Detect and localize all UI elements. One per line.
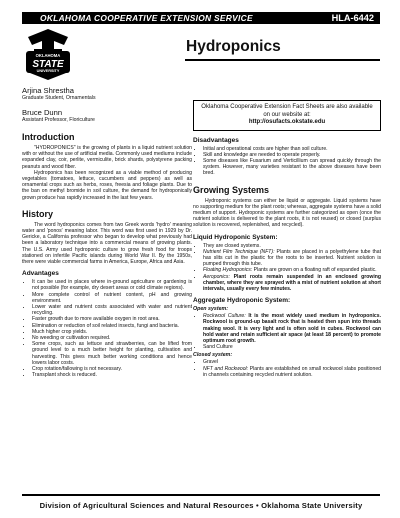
intro-paragraph-2: Hydroponics has been recognized as a viable method of producing vegetables (tomatoes, lettuce, cucumbers and peppers) as well as ornamental crops such as herbs, roses, freesia and foliage plants. Due to the ban on methyl bromide in soil culture, the demand for hydroponically grown produce has rapidly increased in the last few years. bbox=[22, 169, 192, 201]
osu-logo bbox=[22, 27, 74, 81]
list-item: • Crop rotation/fallowing is not necessary. bbox=[32, 366, 192, 372]
logo-text-bottom: UNIVERSITY bbox=[36, 69, 60, 73]
liquid-system-heading: Liquid Hydroponic System: bbox=[193, 233, 278, 241]
list-item: • Transplant shock is reduced. bbox=[32, 372, 192, 378]
list-item: • Gravel bbox=[203, 359, 381, 365]
growing-systems-heading: Growing Systems bbox=[193, 184, 270, 195]
list-item bbox=[203, 274, 381, 293]
logo-text-top: OKLAHOMA bbox=[35, 53, 61, 58]
list-item: • Faster growth due to more available oxygen in root area. bbox=[32, 316, 192, 322]
list-item: • Some crops, such as lettuce and strawberries, can be lifted from ground level to a much better height for planting, cultivation and harvesting. This gives much better working conditions and hence lowers labor costs. bbox=[32, 341, 192, 366]
item-name: Rockwool Culture: bbox=[203, 313, 246, 320]
header-code: HLA-6442 bbox=[331, 13, 374, 23]
footer-rule bbox=[22, 494, 380, 496]
list-item: • Elimination or reduction of soil related insects, fungi and bacteria. bbox=[32, 323, 192, 329]
intro-paragraph-1: "HYDROPONICS" is the growing of plants in a liquid nutrient solution with or without the use of artificial media. Commonly used mediums include expanded clay, coir, perlite, vermiculite, brick shards, polystyrene packing peanuts and wood fiber. bbox=[22, 145, 192, 170]
left-column bbox=[22, 86, 192, 379]
item-text: Plants are grown on a floating raft of expanded plastic. bbox=[252, 267, 377, 274]
advantages-heading: Advantages bbox=[22, 270, 59, 278]
list-item bbox=[203, 313, 381, 344]
list-item: • Some diseases like Fusarium and Verticillium can spread quickly through the system. However, many varieties resistant to the above diseases have been bred. bbox=[203, 158, 381, 177]
fact-sheet-url[interactable]: http://osufacts.okstate.edu bbox=[248, 119, 326, 125]
growing-systems-paragraph: Hydroponic systems can either be liquid or aggregate. Liquid systems have no supporting medium for the plant roots; whereas, aggregate systems have a solid medium of support. Hydroponic systems are further categorized as open (once the nutrient solution is delivered to the plant roots, it is not reused) or closed (surplus solution is recovered, replenished, and recycled). bbox=[193, 197, 382, 229]
list-item: • Much higher crop yields. bbox=[32, 329, 192, 335]
list-item: • It can be used in places where in-ground agriculture or gardening is not possible (for example, dry desert areas or cold climate regions). bbox=[32, 279, 192, 291]
title-underline bbox=[185, 59, 380, 61]
open-system-label: Open system: bbox=[193, 306, 229, 313]
closed-system-list bbox=[193, 359, 381, 378]
item-text: Plant roots remain suspended in an enclosed growing chamber, where they are sprayed with a mist of nutrient solution at short intervals, usually every few minutes. bbox=[203, 273, 381, 292]
item-name: Nutrient Film Technique (NFT): bbox=[203, 248, 275, 255]
list-item bbox=[203, 366, 381, 378]
fact-sheet-box bbox=[193, 100, 381, 131]
right-column bbox=[193, 86, 381, 378]
page-title: Hydroponics bbox=[186, 38, 281, 55]
list-item: • They are closed systems. bbox=[203, 243, 381, 249]
list-item: • Initial and operational costs are higher than soil culture. bbox=[203, 146, 381, 152]
item-text: It is the most widely used medium in hydroponics. Rockwool is ground-up basalt rock that is heated then spun into threads making wool. It is very light and is often sold in cubes. Rockwool can hold water and retain sufficient air space (at least 18 percent) to promote optimum root growth. bbox=[203, 313, 381, 344]
list-item bbox=[203, 249, 381, 268]
header-title: OKLAHOMA COOPERATIVE EXTENSION SERVICE bbox=[40, 13, 253, 23]
item-name: Aeroponics: bbox=[203, 273, 230, 280]
list-item: • More complete control of nutrient content, pH and growing environment. bbox=[32, 292, 192, 304]
aggregate-system-heading: Aggregate Hydroponic System: bbox=[193, 297, 291, 305]
history-heading: History bbox=[22, 208, 54, 219]
item-name: NFT and Rockwool: bbox=[203, 365, 249, 372]
item-text: Plants are placed in a polyethylene tube that has slits cut in the plastic for the roots to be inserted. Nutrient solution is pumped through this tube. bbox=[203, 248, 381, 268]
disadvantages-heading: Disadvantages bbox=[193, 136, 239, 144]
author-name-2: Bruce Dunn bbox=[22, 108, 63, 117]
intro-heading: Introduction bbox=[22, 132, 75, 142]
history-paragraph: The word hydroponics comes from two Greek words 'hydro' meaning water and 'ponos' meaning labor. This word was first used in 1929 by Dr. Gericke, a California professor who began to develop what previously had been a laboratory technique into a commercial means of growing plants. The U.S. Army used hydroponic culture to grow fresh food for troops stationed on infertile Pacific islands during World War II. By the 1950s, there were viable commercial farms in America, Europe, Africa and Asia. bbox=[22, 221, 192, 266]
open-system-list bbox=[193, 313, 381, 350]
list-item: • Lower water and nutrient costs associated with water and nutrient recycling. bbox=[32, 304, 192, 316]
footer-text: Division of Agricultural Sciences and Natural Resources • Oklahoma State University bbox=[39, 501, 363, 510]
advantages-list bbox=[22, 279, 192, 378]
item-text: Plants are established on small rockwool slabs positioned in channels containing recycled nutrient solution. bbox=[203, 365, 381, 378]
author-role-2: Assistant Professor, Floriculture bbox=[22, 117, 95, 123]
disadvantages-list bbox=[193, 146, 381, 177]
header-bar bbox=[22, 12, 380, 24]
item-name: Floating Hydroponics: bbox=[203, 267, 253, 274]
list-item: • Sand Culture bbox=[203, 344, 381, 350]
logo-text-mid: STATE bbox=[32, 59, 64, 70]
list-item: • Skill and knowledge are needed to operate properly. bbox=[203, 152, 381, 158]
author-role-1: Graduate Student, Ornamentals bbox=[22, 95, 96, 101]
fact-sheet-text: Oklahoma Cooperative Extension Fact Sheets are also available on our website at: bbox=[201, 104, 373, 118]
liquid-system-list bbox=[193, 243, 381, 293]
closed-system-label: Closed system: bbox=[193, 352, 233, 359]
list-item: • No weeding or cultivation required. bbox=[32, 335, 192, 341]
author-name-1: Arjina Shrestha bbox=[22, 86, 74, 95]
